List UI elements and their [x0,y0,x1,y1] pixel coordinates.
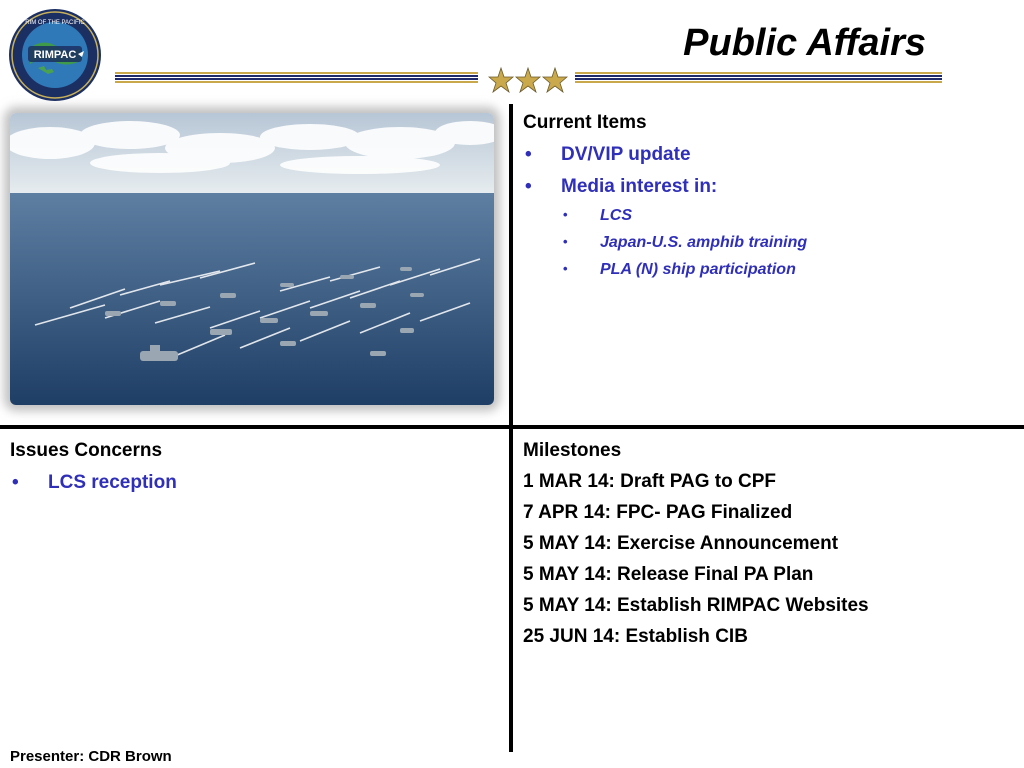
sub-list-item-label: PLA (N) ship participation [600,261,796,278]
sub-list-item: • PLA (N) ship participation [563,261,796,278]
sub-list-item: • Japan-U.S. amphib training [563,234,808,251]
list-item: • Media interest in: [525,176,718,197]
header-rule-right [575,72,942,84]
milestone-item: 25 JUN 14: Establish CIB [523,626,748,647]
sub-list-item-label: Japan-U.S. amphib training [600,234,808,251]
header-rule-left [115,72,478,84]
horizontal-divider [0,425,1024,429]
sub-list-item-label: LCS [600,207,632,224]
issues-concerns-panel [10,440,500,494]
list-item: • DV/VIP update [525,144,691,165]
presenter-label: Presenter: CDR Brown [10,748,172,765]
three-stars-icon [488,66,568,94]
page-title: Public Affairs [683,22,926,64]
milestones-heading: Milestones [523,440,622,461]
milestone-item: 5 MAY 14: Establish RIMPAC Websites [523,595,869,616]
fleet-photo [10,113,494,405]
logo-ring-text: RIM OF THE PACIFIC [25,20,85,26]
list-item-label: LCS reception [48,472,177,493]
milestone-item: 5 MAY 14: Release Final PA Plan [523,564,814,585]
milestones-panel [523,440,1013,648]
list-item: • LCS reception [12,472,177,493]
issues-concerns-heading: Issues Concerns [10,440,163,461]
milestone-item: 5 MAY 14: Exercise Announcement [523,533,839,554]
milestone-item: 7 APR 14: FPC- PAG Finalized [523,502,793,523]
list-item-label: DV/VIP update [561,144,691,165]
logo-text: RIMPAC [33,49,77,61]
milestone-item: 1 MAR 14: Draft PAG to CPF [523,471,777,492]
sub-list-item: • LCS [563,207,632,224]
rimpac-logo [8,8,102,102]
current-items-heading: Current Items [523,112,647,133]
list-item-label: Media interest in: [561,176,718,197]
current-items-panel [523,112,1013,279]
